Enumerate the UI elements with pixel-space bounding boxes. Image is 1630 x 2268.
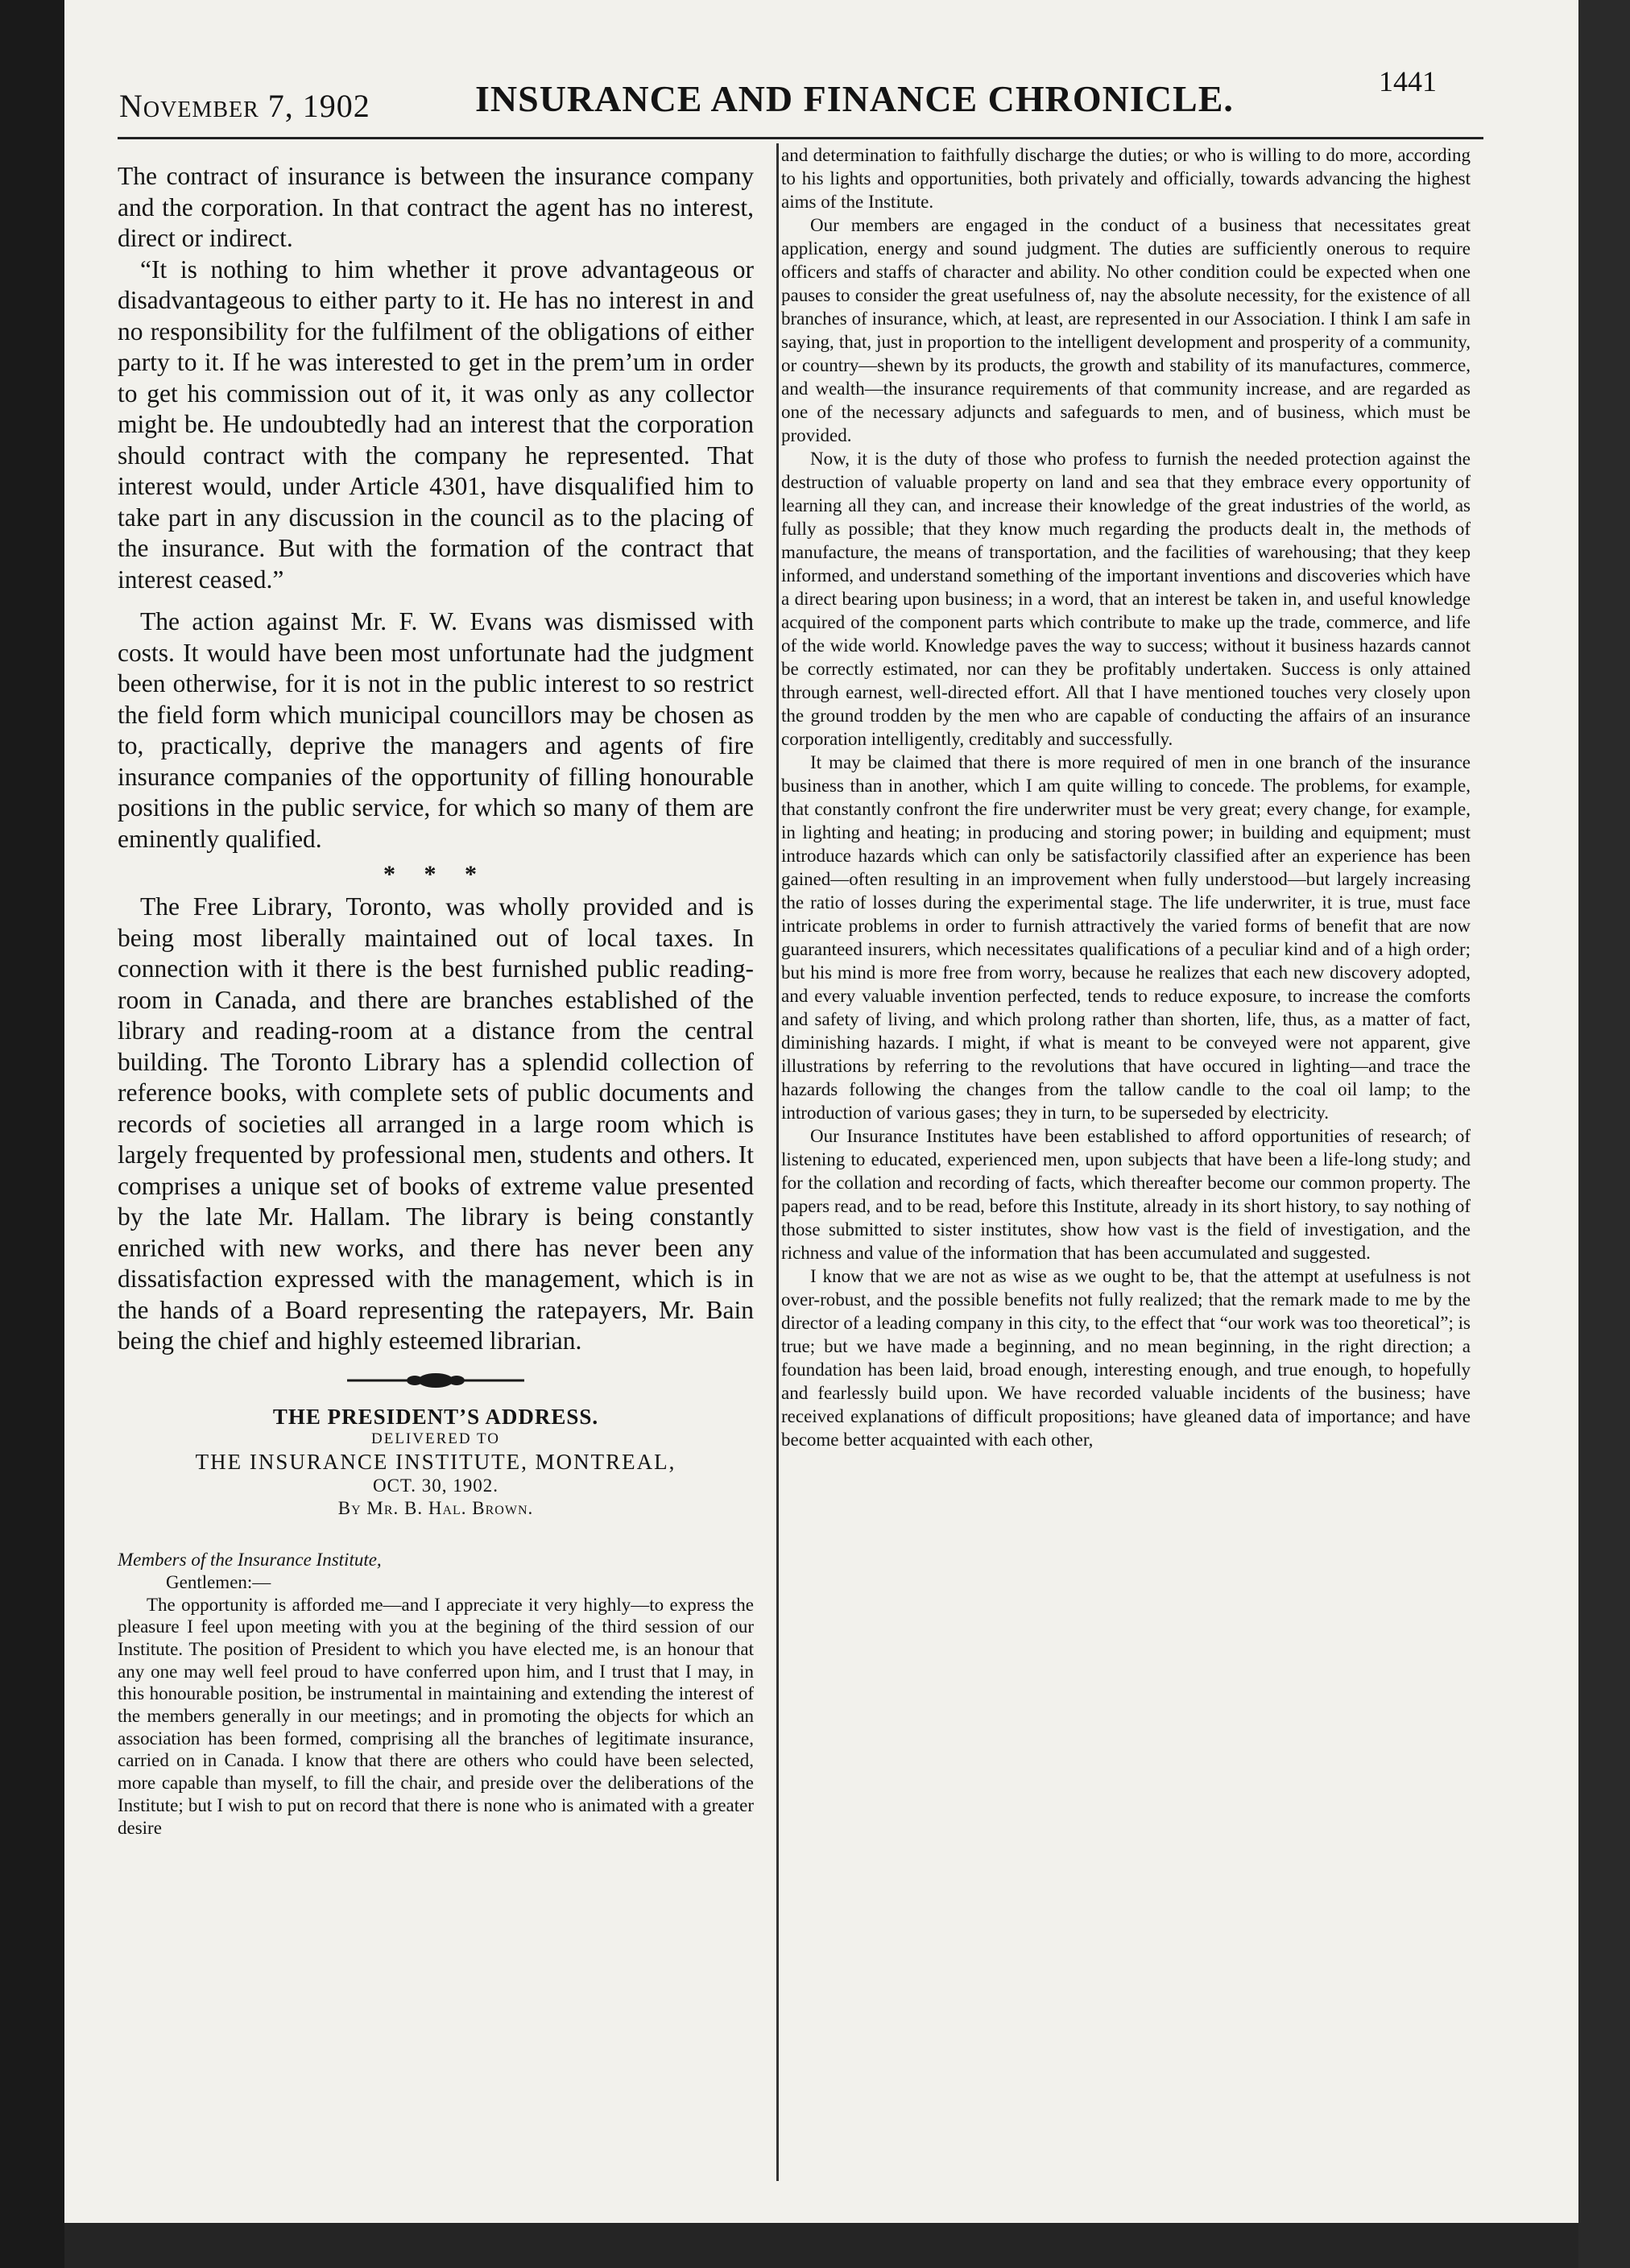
- members-business-paragraph: Our members are engaged in the conduct of a business that necessitates great application, energy and sound judgment. The duties are sufficiently onerous to require officers and staffs of character and ability. No other condition could be expected when one pauses to consider the great usefulness of, nay the absolute necessity, for the existence of all branches of insurance, which, at least, are represented in our Association. I think I am safe in saying, that, just in proportion to the intelligent development and prosperity of a community, or country—shewn by its products, the growth and stability of its manufactures, commerce, and wealth—the insurance requirements of that community increase, and are regarded as one of the necessary adjuncts and safeguards to men, and of business, which must be provided.: [781, 215, 1471, 445]
- duty-knowledge-paragraph: Now, it is the duty of those who profess to furnish the needed protection against the destruction of valuable property on land and sea that they embrace every opportunity of learning all they can, and increase their knowledge of the great industries of the world, as fully as possible; that they know much regarding the products dealt in, the methods of manufacture, the means of transportation, and the facilities of warehousing; that they keep informed, and understand something of the important inventions and discoveries which have a direct bearing upon business; in a word, that an interest be taken in, and useful knowledge acquired of the component parts which contribute to make up the trade, commerce, and life of the wide world. Knowledge paves the way to success; without it business hazards cannot be correctly estimated, nor can they be profitably undertaken. Success is only attained through earnest, well-directed effort. All that I have mentioned touches very closely upon the ground trodden by the men who are capable of conducting the affairs of an insurance corporation intelligently, creditably and successfully.: [781, 449, 1471, 749]
- page-number: 1441: [1379, 65, 1437, 97]
- address-greeting: Gentlemen:—: [166, 1571, 271, 1592]
- address-delivered-to: DELIVERED TO: [371, 1430, 500, 1447]
- page-edge-right: [1578, 0, 1630, 2268]
- beginning-paragraph: I know that we are not as wise as we ought to be, that the attempt at usefulness is not over-robust, and the possible benefits not fully realized; that the remark made to me by the director of a leading company in this city, to the effect that “our work was too theoretical”; is true; but we have made a beginning, and no mean beginning, in the right direction; a foundation has been laid, broad enough, interesting enough, and true enough, to hopefully and fearlessly build upon. We have recorded valuable incidents of the business; have received explanations of difficult propositions; have gleaned data of importance; and have become better acquainted with each other,: [781, 1266, 1471, 1450]
- address-title: THE PRESIDENT’S ADDRESS.: [272, 1404, 599, 1429]
- address-opening-paragraph: The opportunity is afforded me—and I appreciate it very highly—to express the pleasure I feel upon meeting with you at the begining of the third session of our Institute. The position of President to which you have elected me, is an honour that any one may well feel proud to have conferred upon him, and I trust that I may, in this honourable position, be instrumental in maintaining and extending the interest of the members generally in our meetings; and in promoting the objects for which an association has been formed, comprising all the branches of legitimate insurance, carried on in Canada. I know that there are others who could have been selected, more capable than myself, to fill the chair, and preside over the deliberations of the Institute; but I wish to put on record that there is none who is animated with a greater desire: [118, 1594, 754, 1838]
- branches-hazards-paragraph: It may be claimed that there is more required of men in one branch of the insurance business than in another, which I am quite willing to concede. The problems, for example, that constantly confront the fire underwriter must be very great; every change, for example, in lighting and heating; in producing and storing power; in building and equipment; must introduce hazards which can only be satisfactorily classified after an experience has been gained—often resulting in an improvement when fully understood—but largely increasing the ratio of losses during the experimental stage. The life underwriter, it is true, must face intricate problems in order to furnish attractively the varied forms of benefit that are now guaranteed insurers, which necessitates qualifications of a peculiar kind and of a high order; but his mind is more free from worry, because he realizes that each new discovery adopted, and every valuable invention perfected, tends to reduce exposure, to increase the comforts and safety of living, and which prolong rather than shorten, life, thus, as a matter of fact, diminishing hazards. I might, if what is meant to be conveyed were not apparent, give illustrations by referring to the revolutions that have occured in lighting—and trace the hazards following the changes from the tallow candle to the coal oil lamp; to the introduction of various gases; they in turn, to be superseded by electricity.: [781, 752, 1471, 1123]
- header-rule: [118, 137, 1483, 139]
- right-column: [781, 143, 1471, 1451]
- ornamental-rule: [347, 1370, 524, 1391]
- evans-action-paragraph: The action against Mr. F. W. Evans was dismissed with costs. It would have been most unfortunate had the judgment been otherwise, for it is not in the public interest to so restrict the field form which municipal councillors may be chosen as to, practically, deprive the managers and agents of fire insurance companies of the opportunity of filling honourable positions in the public service, for which so many of them are eminently qualified.: [118, 607, 754, 853]
- binding-shadow: [0, 0, 64, 2268]
- page-edge-bottom: [64, 2223, 1578, 2268]
- section-separator: * * *: [383, 861, 488, 888]
- column-divider: [776, 143, 779, 2181]
- address-salutation: Members of the Insurance Institute,: [118, 1549, 382, 1570]
- institutes-research-paragraph: Our Insurance Institutes have been established to afford opportunities of research; of listening to educated, experienced men, upon subjects that have been a life-long study; and for the collation and recording of facts, which thereafter become our common property. The papers read, and to be read, before this Institute, already in its short history, to say nothing of those submitted to sister institutes, show how vast is the field of investigation, and the richness and value of the information that has been accumulated and suggested.: [781, 1126, 1471, 1263]
- address-institute: THE INSURANCE INSTITUTE, MONTREAL,: [195, 1449, 676, 1474]
- address-author: By Mr. B. Hal. Brown.: [337, 1497, 534, 1518]
- address-continuation: and determination to faithfully discharge the duties; or who is willing to do more, according to his lights and opportunities, both privately and officially, towards advancing the highest aims of the Institute.: [781, 145, 1471, 212]
- quoted-judgment-paragraph: “It is nothing to him whether it prove advantageous or disadvantageous to either party to it. He has no interest in and no responsibility for the fulfilment of the obligations of either party to it. If he was interested to get in the prem’um in order to get his commission out of it, it was only as any collector might be. He undoubtedly had an interest that the corporation should contract with the company he represented. That interest would, under Article 4301, have disqualified him to take part in any discussion in the council as to the placing of the insurance. But with the formation of the contract that interest ceased.”: [118, 255, 754, 594]
- publication-title: INSURANCE AND FINANCE CHRONICLE.: [475, 78, 1234, 119]
- left-column: [118, 161, 754, 1839]
- free-library-paragraph: The Free Library, Toronto, was wholly provided and is being most liberally maintained out of local taxes. In connection with it there is the best furnished public reading-room in Canada, and there are branches established of the library and reading-room at a distance from the central building. The Toronto Library has a splendid collection of reference books, with complete sets of public documents and records of societies all arranged in a large room which is largely frequented by professional men, students and others. It comprises a unique set of books of extreme value presented by the late Mr. Hallam. The library is being constantly enriched with new works, and there has never been any dissatisfaction expressed with the management, which is in the hands of a Board representing the ratepayers, Mr. Bain being the chief and highly esteemed librarian.: [118, 892, 754, 1355]
- contract-paragraph: The contract of insurance is between the insurance company and the corporation. In that contract the agent has no interest, direct or indirect.: [118, 162, 754, 252]
- issue-date: November 7, 1902: [119, 88, 370, 124]
- address-date: OCT. 30, 1902.: [372, 1475, 499, 1496]
